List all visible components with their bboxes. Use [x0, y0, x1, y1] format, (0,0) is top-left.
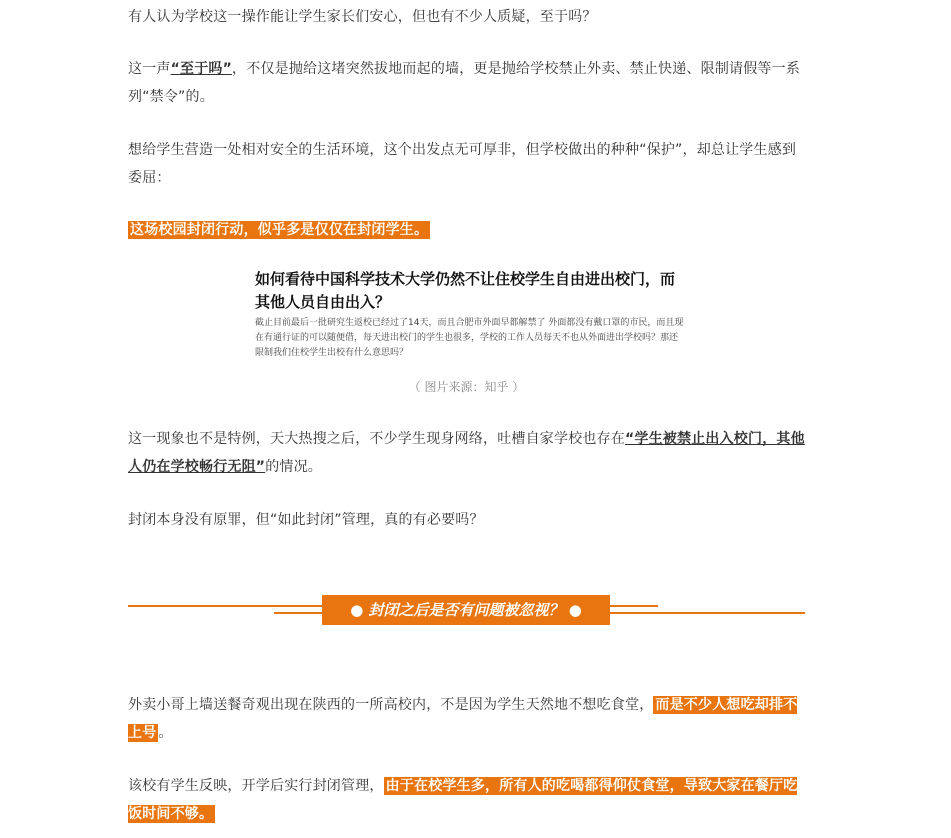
divider-line-left-top: [128, 605, 322, 607]
highlight-canteen-time: 由于在校学生多，所有人的吃喝都得仰仗食堂，导致大家在餐厅吃饭时间不够。: [128, 778, 798, 822]
image-caption: （ 图片来源：知乎 ）: [408, 380, 525, 394]
highlight-cannot-get-food: 而是不少人想吃却排不上号: [128, 697, 798, 741]
section-heading: ● 封闭之后是否有问题被忽视？ ●: [322, 595, 610, 625]
paragraph-7: [128, 691, 805, 747]
divider-line-left-bottom: [274, 612, 322, 614]
paragraph-7-post: 。: [158, 725, 173, 741]
paragraph-7-pre: 外卖小哥上墙送餐奇观出现在陕西的一所高校内，不是因为学生天然地不想吃食堂，: [128, 697, 654, 713]
paragraph-2-pre: 这一声: [128, 61, 171, 77]
paragraph-5-quote: “学生被禁止出入校门，其他人仍在学校畅行无阻”: [128, 431, 805, 475]
divider-line-right-top: [610, 605, 658, 607]
paragraph-2: [128, 55, 805, 111]
quote-title: 如何看待中国科学技术大学仍然不让住校学生自由进出校门，而其他人员自由出入？: [255, 270, 676, 311]
paragraph-2-quote: “至于吗”: [170, 61, 233, 77]
highlight-sealing-students: 这场校园封闭行动，似乎多是仅仅在封闭学生。: [130, 222, 429, 238]
paragraph-6: 封闭本身没有原罪，但“如此封闭”管理，真的有必要吗？: [128, 512, 484, 528]
paragraph-5-post: 的情况。: [265, 459, 323, 475]
paragraph-8: [128, 772, 805, 828]
paragraph-5-pre: 这一现象也不是特例，天大热搜之后，不少学生现身网络，吐槽自家学校也存在: [128, 431, 625, 447]
divider-line-right-bottom: [610, 612, 805, 614]
paragraph-4: [128, 216, 805, 244]
quote-body: 截止目前最后一批研究生返校已经过了14天，而且合肥市外面早都解禁了 外面都没有戴口罩的市民，而且现在有通行证的可以随便借，每天进出校门的学生也很多，学校的工作人员每天不也从外面进出学校吗？那还限制我们住校学生出校有什么意思吗？: [255, 318, 684, 358]
paragraph-2-post: ，不仅是抛给这堵突然拔地而起的墙，更是抛给学校禁止外卖、禁止快递、限制请假等一系列“禁令”的。: [128, 61, 801, 105]
section-divider: [128, 592, 805, 632]
paragraph-3: 想给学生营造一处相对安全的生活环境，这个出发点无可厚非，但学校做出的种种“保护”，却总让学生感到委屈：: [128, 142, 797, 186]
paragraph-8-pre: 该校有学生反映，开学后实行封闭管理，: [128, 778, 384, 794]
paragraph-1: 有人认为学校这一操作能让学生家长们安心，但也有不少人质疑，至于吗？: [128, 9, 597, 25]
zhihu-quote-image: [128, 268, 805, 396]
paragraph-5: [128, 425, 805, 481]
